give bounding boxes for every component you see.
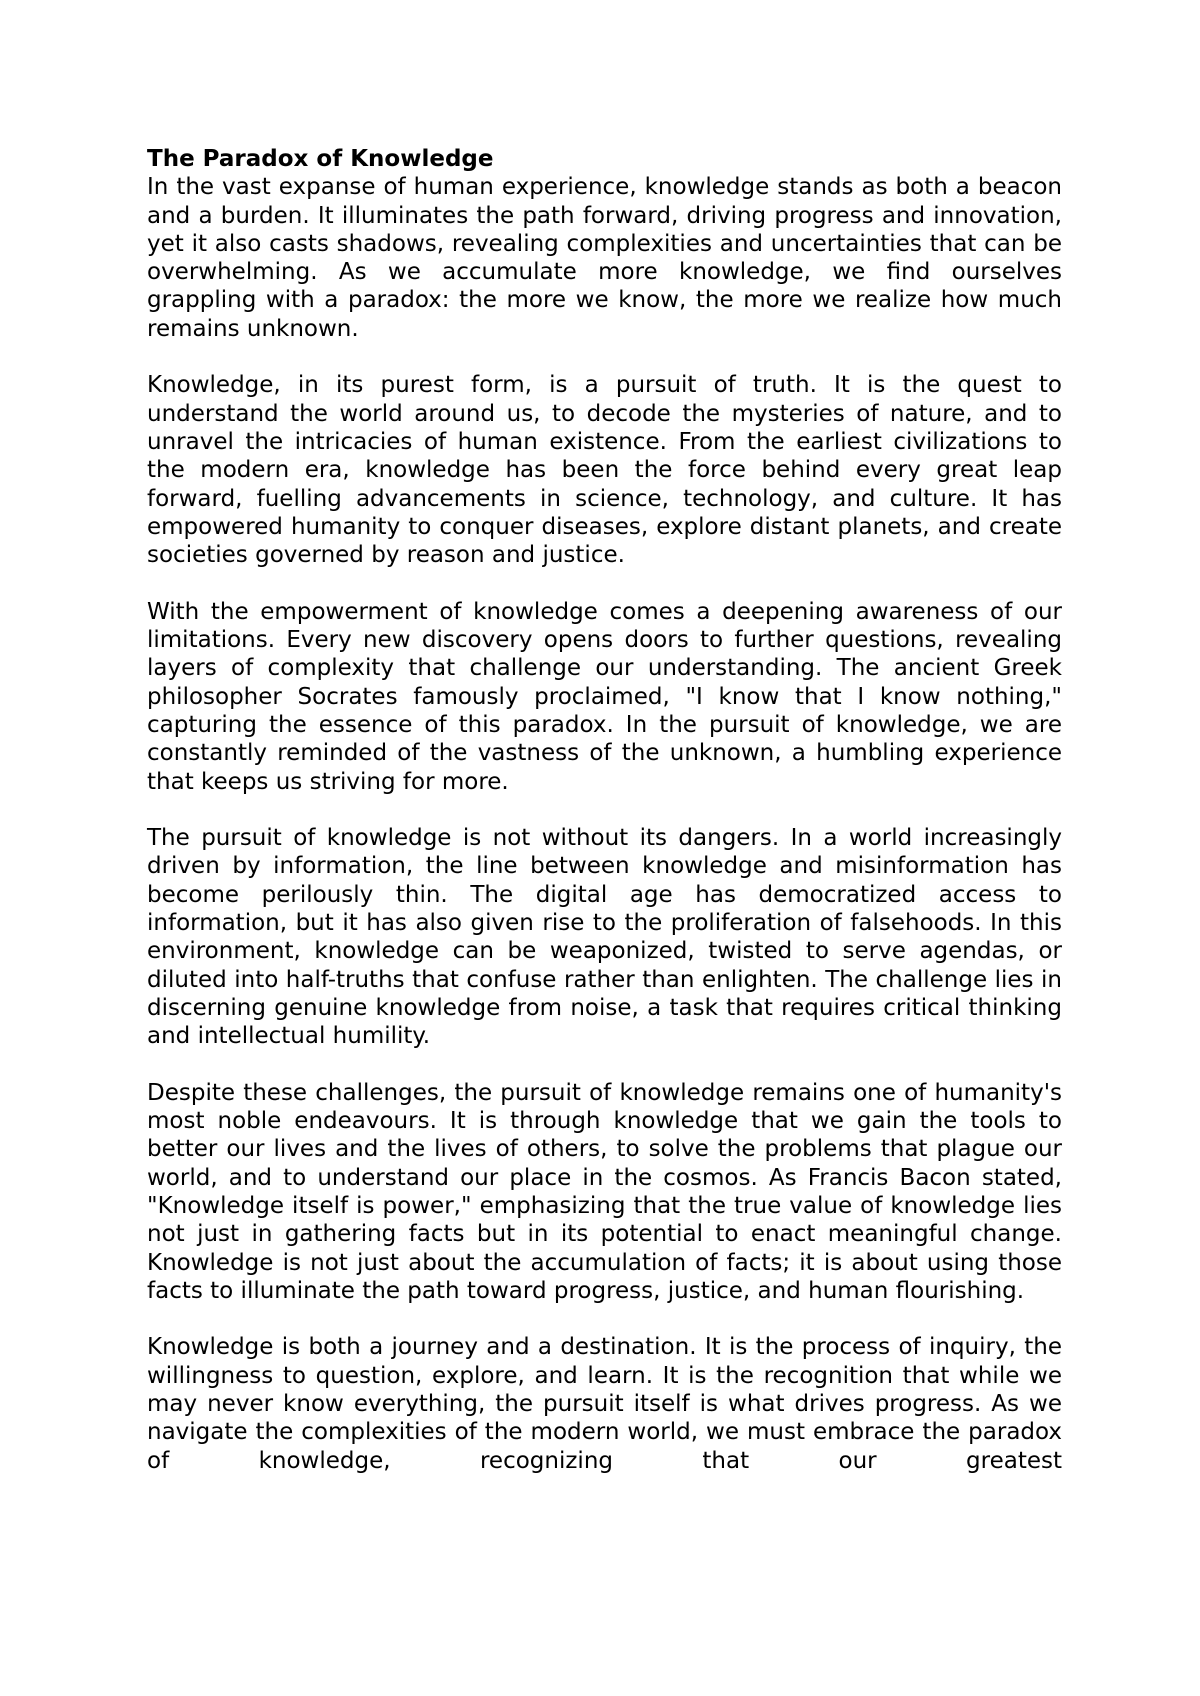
document-page	[147, 145, 1062, 1475]
paragraph-5: Despite these challenges, the pursuit of knowledge remains one of humanity's most noble endeavours. It is through knowledge that we gain the tools to better our lives and the lives of others, to solve the problems that plague our world, and to understand our place in the cosmos. As Francis Bacon stated, "Knowledge itself is power," emphasizing that the true value of knowledge lies not just in gathering facts but in its potential to enact meaningful change. Knowledge is not just about the accumulation of facts; it is about using those facts to illuminate the path toward progress, justice, and human flourishing.	[147, 1079, 1062, 1304]
paragraph-4: The pursuit of knowledge is not without its dangers. In a world increasingly driven by information, the line between knowledge and misinformation has become perilously thin. The digital age has democratized access to information, but it has also given rise to the proliferation of falsehoods. In this environment, knowledge can be weaponized, twisted to serve agendas, or diluted into half-truths that confuse rather than enlighten. The challenge lies in discerning genuine knowledge from noise, a task that requires critical thinking and intellectual humility.	[147, 825, 1062, 1050]
document-title: The Paradox of Knowledge	[147, 146, 494, 172]
paragraph-2: Knowledge, in its purest form, is a pursuit of truth. It is the quest to understand the world around us, to decode the mysteries of nature, and to unravel the intricacies of human existence. From the earliest civilizations to the modern era, knowledge has been the force behind every great leap forward, fuelling advancements in science, technology, and culture. It has empowered humanity to conquer diseases, explore distant planets, and create societies governed by reason and justice.	[147, 372, 1062, 569]
paragraph-3: With the empowerment of knowledge comes a deepening awareness of our limitations. Every new discovery opens doors to further questions, revealing layers of complexity that challenge our understanding. The ancient Greek philosopher Socrates famously proclaimed, "I know that I know nothing," capturing the essence of this paradox. In the pursuit of knowledge, we are constantly reminded of the vastness of the unknown, a humbling experience that keeps us striving for more.	[147, 598, 1062, 795]
paragraph-6: Knowledge is both a journey and a destination. It is the process of inquiry, the willingness to question, explore, and learn. It is the recognition that while we may never know everything, the pursuit itself is what drives progress. As we navigate the complexities of the modern world, we must embrace the paradox of knowledge, recognizing that our greatest	[147, 1334, 1062, 1474]
paragraph-1: In the vast expanse of human experience, knowledge stands as both a beacon and a burden. It illuminates the path forward, driving progress and innovation, yet it also casts shadows, revealing complexities and uncertainties that can be overwhelming. As we accumulate more knowledge, we find ourselves grappling with a paradox: the more we know, the more we realize how much remains unknown.	[147, 174, 1062, 342]
